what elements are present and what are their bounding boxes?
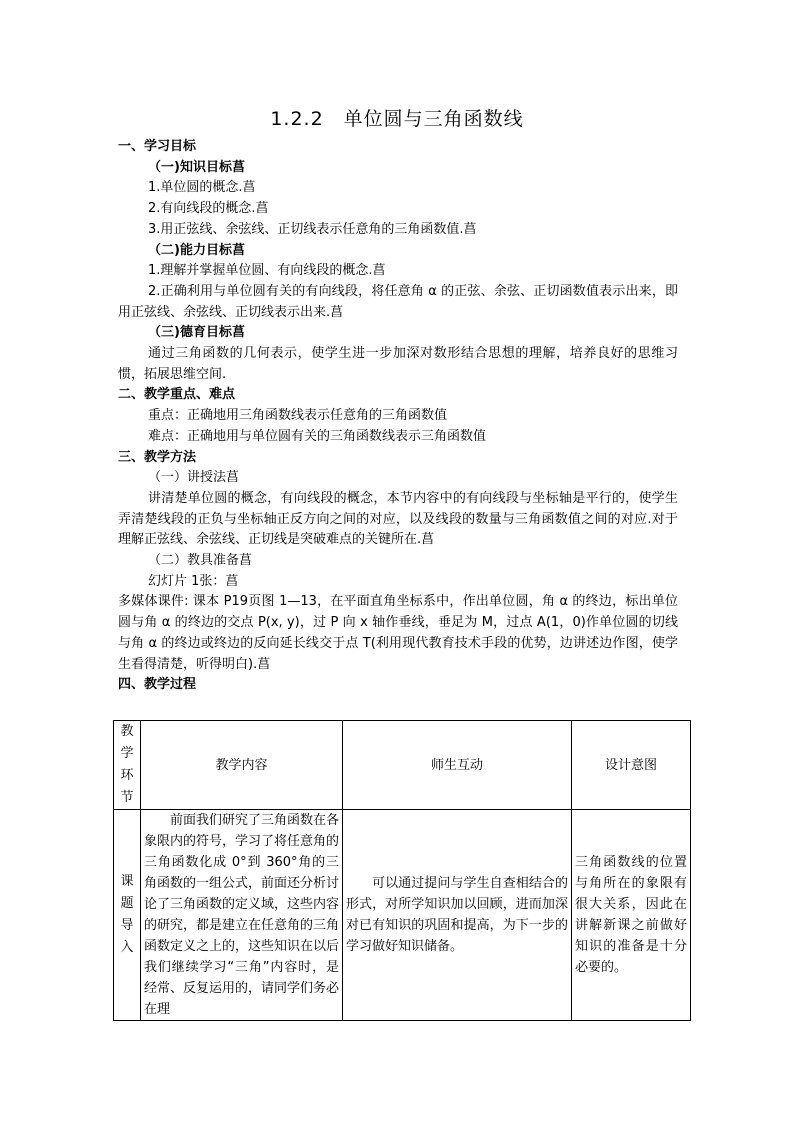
- table-cell: 三角函数线的位置与角所在的象限有很大关系，因此在讲解新课之前做好知识的准备是十分必要的。: [572, 810, 691, 1021]
- subsection-heading: （二)能力目标菖: [148, 242, 245, 258]
- paragraph: 幻灯片 1张：菖: [148, 573, 239, 589]
- header-cell: 教学内容: [141, 721, 343, 810]
- paragraph: 1.理解并掌握单位圆、有向线段的概念.菖: [148, 263, 386, 279]
- paragraph: 难点：正确地用与单位圆有关的三角函数线表示三角函数值: [148, 428, 487, 444]
- subsection-heading: （一）讲授法菖: [148, 470, 240, 486]
- subsection-heading: （二）教具准备菖: [148, 553, 253, 569]
- subsection-heading: （三)德育目标菖: [148, 325, 245, 341]
- paragraph: 3.用正弦线、余弦线、正切线表示任意角的三角函数值.菖: [148, 221, 477, 237]
- paragraph: 讲清楚单位圆的概念，有向线段的概念，本节内容中的有向线段与坐标轴是平行的，使学生弄清楚线段的正负与坐标轴正反方向之间的对应，以及线段的数量与三角函数值之间的对应.对于理解正弦线、余弦线、正切线是突破难点的关键所在.菖: [118, 490, 678, 548]
- section-heading: 一、学习目标: [118, 139, 197, 154]
- teaching-process-table: [113, 720, 691, 1021]
- subsection-heading: （一)知识目标菖: [148, 159, 245, 175]
- header-cell: 师生互动: [343, 721, 572, 810]
- table-row: [114, 810, 691, 1021]
- table-cell: 课题导入: [114, 810, 141, 1021]
- document-body: [118, 137, 678, 696]
- table-cell: 可以通过提问与学生自查相结合的形式，对所学知识加以回顾，进而加深对已有知识的巩固和提高，为下一步的学习做好知识储备。: [343, 810, 572, 1021]
- table-cell: 前面我们研究了三角函数在各象限内的符号，学习了将任意角的三角函数化成 0°到 360°角的三角函数的一组公式，前面还分析讨论了三角函数的定义域，这些内容的研究，都是建立在任意角的三角函数定义之上的，这些知识在以后我们继续学习“三角”内容时，是经常、反复运用的，请同学们务必在理: [141, 810, 343, 1021]
- paragraph: 2.正确利用与单位圆有关的有向线段，将任意角 α 的正弦、余弦、正切函数值表示出来，即用正弦线、余弦线、正切线表示出来.菖: [118, 283, 678, 320]
- section-heading: 二、教学重点、难点: [118, 387, 236, 403]
- page-title: 1.2.2 单位圆与三角函数线: [270, 108, 524, 130]
- paragraph: 多媒体课件: 课本 P19页图 1—13，在平面直角坐标系中，作出单位圆，角 α 的终边，标出单位圆与角 α 的终边的交点 P(x, y)，过 P 向 x 轴作垂线，垂足为 M，过点 A(1，0)作单位圆的切线与角 α 的终边或终边的反向延长线交于点 T(利用现代教育技术手段的优势，边讲述边作图，使学生看得清楚，听得明白).菖: [118, 594, 678, 672]
- section-heading: 四、教学过程: [118, 677, 197, 693]
- paragraph: 2.有向线段的概念.菖: [148, 201, 269, 217]
- header-cell: 设计意图: [572, 721, 691, 810]
- section-heading: 三、教学方法: [118, 449, 197, 465]
- header-cell: 教学环节: [114, 721, 141, 810]
- paragraph: 重点：正确地用三角函数线表示任意角的三角函数值: [148, 408, 448, 424]
- table-header-row: [114, 721, 691, 810]
- paragraph: 通过三角函数的几何表示，使学生进一步加深对数形结合思想的理解，培养良好的思维习惯，拓展思维空间.: [118, 346, 678, 382]
- paragraph: 1.单位圆的概念.菖: [148, 180, 256, 196]
